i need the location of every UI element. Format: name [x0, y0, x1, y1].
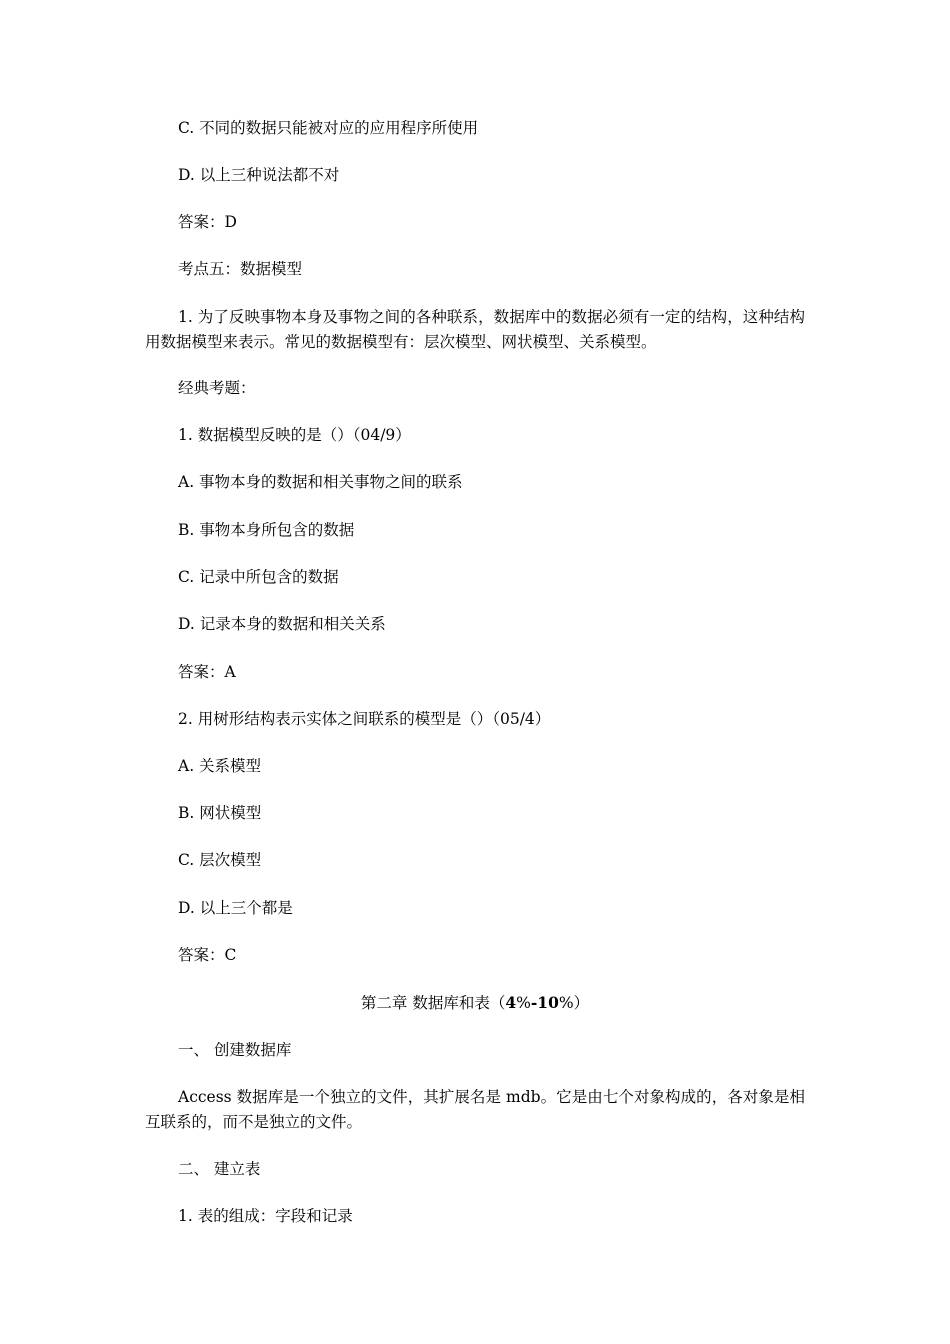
heading-percent-high: -10: [530, 993, 559, 1012]
q1-option-d: D. 记录本身的数据和相关关系: [178, 615, 386, 633]
subsection-create-database: 一、 创建数据库: [178, 1041, 292, 1059]
q1-option-b: B. 事物本身所包含的数据: [178, 521, 355, 539]
heading-prefix: 第二章 数据库和表（: [360, 994, 506, 1012]
heading-percent-low: 4: [505, 993, 517, 1012]
subsection-create-table: 二、 建立表: [178, 1160, 261, 1178]
table-composition-line: 1. 表的组成：字段和记录: [178, 1207, 353, 1225]
option-c-line: C. 不同的数据只能被对应的应用程序所使用: [178, 119, 479, 137]
question-1: 1. 数据模型反映的是（）（04/9）: [178, 426, 411, 444]
option-d-line: D. 以上三种说法都不对: [178, 166, 340, 184]
q2-answer: 答案：C: [178, 946, 237, 964]
heading-suffix: %）: [558, 994, 590, 1012]
chapter-heading: [0, 993, 950, 1013]
q1-option-a: A. 事物本身的数据和相关事物之间的联系: [178, 473, 463, 491]
q2-option-d: D. 以上三个都是: [178, 899, 293, 917]
answer-line: 答案：D: [178, 213, 237, 231]
section-title: 考点五：数据模型: [178, 260, 303, 278]
q2-option-c: C. 层次模型: [178, 851, 262, 869]
q2-option-b: B. 网状模型: [178, 804, 262, 822]
question-2: 2. 用树形结构表示实体之间联系的模型是（）（05/4）: [178, 710, 551, 728]
paragraph-access-database: Access 数据库是一个独立的文件，其扩展名是 mdb。它是由七个对象构成的，各对象是相互联系的，而不是独立的文件。: [145, 1088, 805, 1131]
heading-percent-sign: %: [516, 994, 531, 1012]
q1-answer: 答案：A: [178, 663, 236, 681]
q1-option-c: C. 记录中所包含的数据: [178, 568, 339, 586]
classic-questions-label: 经典考题：: [178, 379, 256, 397]
paragraph-data-model: 1. 为了反映事物本身及事物之间的各种联系，数据库中的数据必须有一定的结构，这种结构用数据模型来表示。常见的数据模型有：层次模型、网状模型、关系模型。: [145, 308, 805, 351]
q2-option-a: A. 关系模型: [178, 757, 262, 775]
